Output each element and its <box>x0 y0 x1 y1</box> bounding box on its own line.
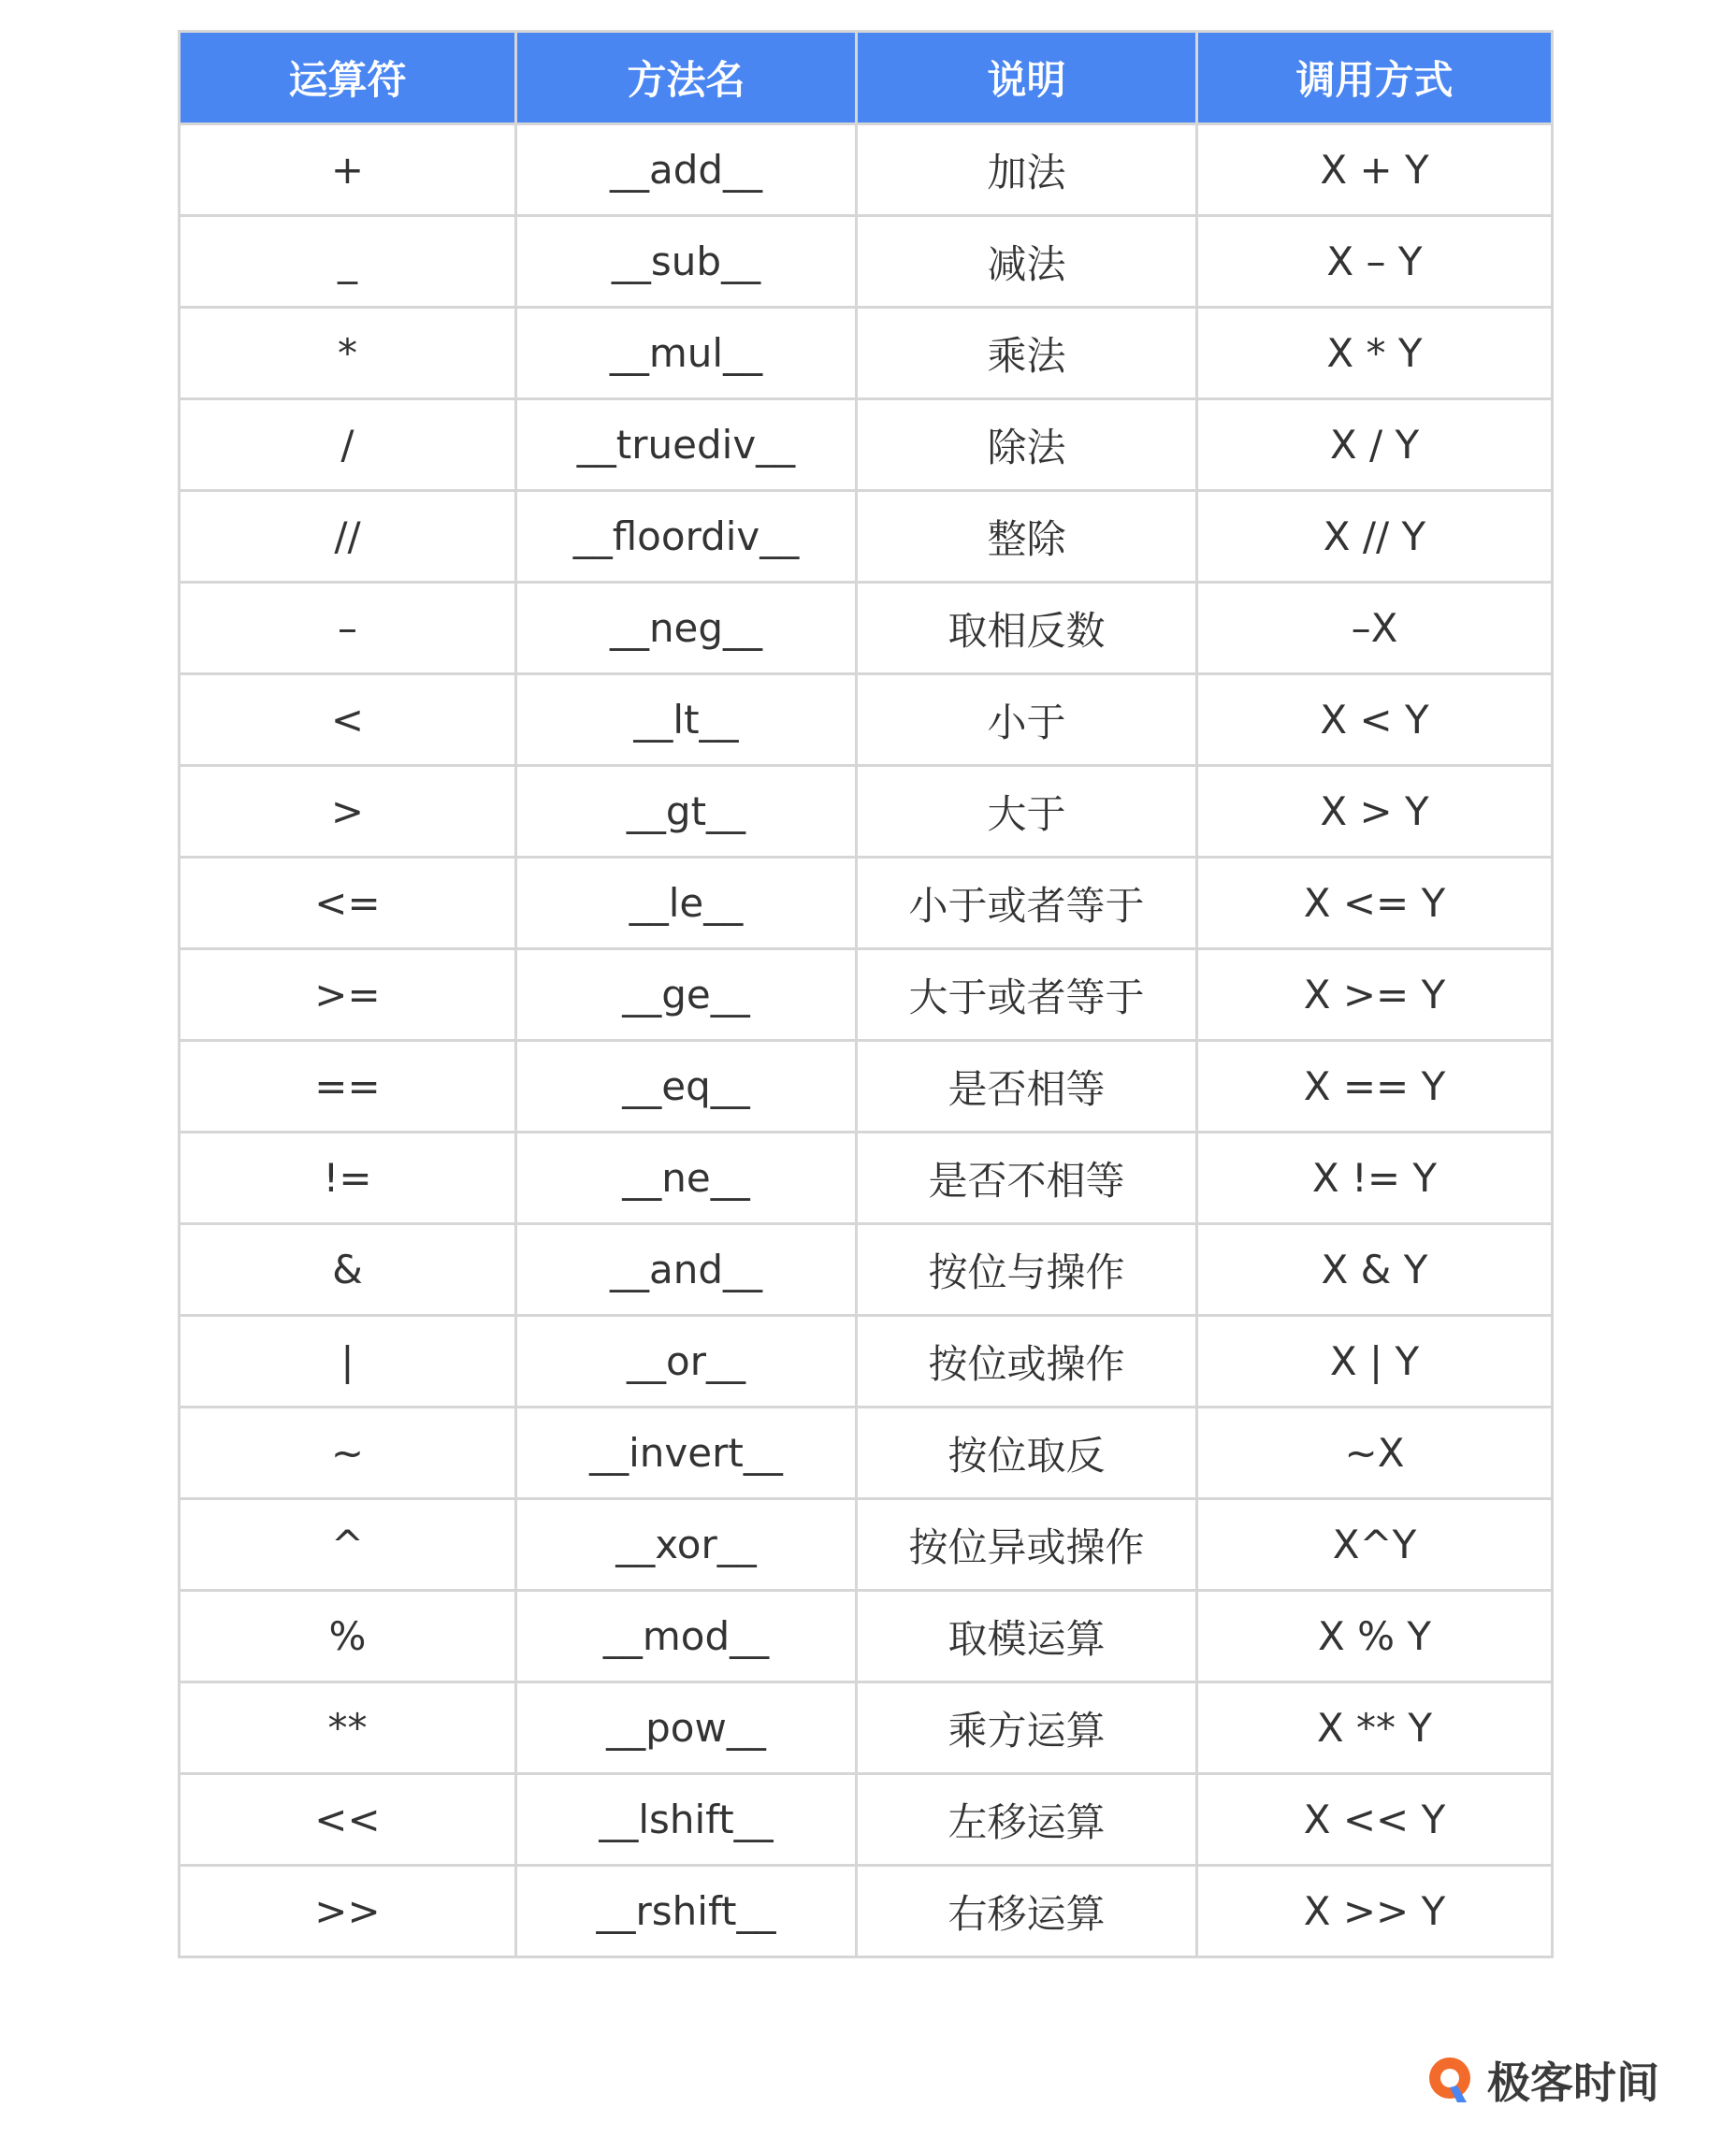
cell-usage: X ** Y <box>1197 1682 1553 1774</box>
cell-usage: X < Y <box>1197 674 1553 766</box>
cell-description: 乘法 <box>857 308 1197 399</box>
table-body <box>180 124 1553 1957</box>
cell-usage: X > Y <box>1197 766 1553 858</box>
table-row <box>180 308 1553 399</box>
cell-description: 小于或者等于 <box>857 858 1197 949</box>
cell-method-name: __floordiv__ <box>516 491 857 583</box>
cell-method-name: __ne__ <box>516 1133 857 1224</box>
cell-description: 按位取反 <box>857 1408 1197 1499</box>
table-row <box>180 1774 1553 1866</box>
table-row <box>180 1682 1553 1774</box>
cell-method-name: __mul__ <box>516 308 857 399</box>
cell-method-name: __eq__ <box>516 1041 857 1133</box>
cell-description: 大于或者等于 <box>857 949 1197 1041</box>
geektime-logo <box>1425 2050 1659 2110</box>
cell-method-name: __invert__ <box>516 1408 857 1499</box>
cell-description: 小于 <box>857 674 1197 766</box>
table-row <box>180 949 1553 1041</box>
cell-method-name: __rshift__ <box>516 1866 857 1957</box>
cell-operator: % <box>180 1591 516 1682</box>
table-row <box>180 766 1553 858</box>
cell-operator: / <box>180 399 516 491</box>
table-row <box>180 674 1553 766</box>
cell-operator: ** <box>180 1682 516 1774</box>
cell-operator: // <box>180 491 516 583</box>
cell-operator: * <box>180 308 516 399</box>
cell-method-name: __truediv__ <box>516 399 857 491</box>
cell-usage: X * Y <box>1197 308 1553 399</box>
cell-usage: ~X <box>1197 1408 1553 1499</box>
table-row <box>180 216 1553 308</box>
cell-operator: == <box>180 1041 516 1133</box>
cell-usage: X << Y <box>1197 1774 1553 1866</box>
cell-method-name: __le__ <box>516 858 857 949</box>
table-row <box>180 1133 1553 1224</box>
cell-description: 按位与操作 <box>857 1224 1197 1316</box>
table-header-row <box>180 32 1553 124</box>
cell-operator: & <box>180 1224 516 1316</box>
cell-operator: > <box>180 766 516 858</box>
table-row <box>180 1591 1553 1682</box>
cell-method-name: __ge__ <box>516 949 857 1041</box>
cell-description: 取相反数 <box>857 583 1197 674</box>
header-description: 说明 <box>857 32 1197 124</box>
table-row <box>180 1866 1553 1957</box>
table-row <box>180 1041 1553 1133</box>
cell-description: 是否不相等 <box>857 1133 1197 1224</box>
cell-description: 按位异或操作 <box>857 1499 1197 1591</box>
cell-description: 整除 <box>857 491 1197 583</box>
header-operator: 运算符 <box>180 32 516 124</box>
cell-method-name: __xor__ <box>516 1499 857 1591</box>
cell-description: 是否相等 <box>857 1041 1197 1133</box>
cell-operator: >= <box>180 949 516 1041</box>
header-method-name: 方法名 <box>516 32 857 124</box>
cell-description: 除法 <box>857 399 1197 491</box>
cell-usage: X >> Y <box>1197 1866 1553 1957</box>
cell-method-name: __lt__ <box>516 674 857 766</box>
table-row <box>180 491 1553 583</box>
header-usage: 调用方式 <box>1197 32 1553 124</box>
cell-method-name: __gt__ <box>516 766 857 858</box>
table-row <box>180 1224 1553 1316</box>
cell-method-name: __add__ <box>516 124 857 216</box>
table-row <box>180 1499 1553 1591</box>
cell-method-name: __neg__ <box>516 583 857 674</box>
geektime-logo-icon <box>1425 2054 1478 2106</box>
cell-description: 左移运算 <box>857 1774 1197 1866</box>
cell-operator: | <box>180 1316 516 1408</box>
cell-usage: X != Y <box>1197 1133 1553 1224</box>
cell-operator: _ <box>180 216 516 308</box>
cell-description: 右移运算 <box>857 1866 1197 1957</box>
cell-description: 按位或操作 <box>857 1316 1197 1408</box>
cell-method-name: __and__ <box>516 1224 857 1316</box>
cell-operator: – <box>180 583 516 674</box>
table-row <box>180 583 1553 674</box>
cell-operator: << <box>180 1774 516 1866</box>
cell-usage: –X <box>1197 583 1553 674</box>
cell-method-name: __sub__ <box>516 216 857 308</box>
operator-table <box>178 30 1554 1958</box>
table-row <box>180 124 1553 216</box>
cell-operator: != <box>180 1133 516 1224</box>
cell-usage: X <= Y <box>1197 858 1553 949</box>
cell-description: 减法 <box>857 216 1197 308</box>
cell-description: 乘方运算 <box>857 1682 1197 1774</box>
table-row <box>180 1316 1553 1408</box>
cell-usage: X >= Y <box>1197 949 1553 1041</box>
cell-usage: X – Y <box>1197 216 1553 308</box>
cell-operator: ~ <box>180 1408 516 1499</box>
cell-usage: X & Y <box>1197 1224 1553 1316</box>
table-row <box>180 399 1553 491</box>
cell-usage: X + Y <box>1197 124 1553 216</box>
cell-method-name: __pow__ <box>516 1682 857 1774</box>
cell-description: 加法 <box>857 124 1197 216</box>
cell-method-name: __or__ <box>516 1316 857 1408</box>
cell-description: 大于 <box>857 766 1197 858</box>
table-row <box>180 858 1553 949</box>
cell-usage: X % Y <box>1197 1591 1553 1682</box>
cell-operator: + <box>180 124 516 216</box>
cell-operator: <= <box>180 858 516 949</box>
cell-description: 取模运算 <box>857 1591 1197 1682</box>
cell-usage: X / Y <box>1197 399 1553 491</box>
table-row <box>180 1408 1553 1499</box>
cell-usage: X^Y <box>1197 1499 1553 1591</box>
cell-method-name: __mod__ <box>516 1591 857 1682</box>
cell-method-name: __lshift__ <box>516 1774 857 1866</box>
cell-usage: X == Y <box>1197 1041 1553 1133</box>
cell-operator: < <box>180 674 516 766</box>
cell-usage: X // Y <box>1197 491 1553 583</box>
cell-operator: ^ <box>180 1499 516 1591</box>
cell-operator: >> <box>180 1866 516 1957</box>
logo-text: 极客时间 <box>1487 2057 1659 2108</box>
cell-usage: X | Y <box>1197 1316 1553 1408</box>
